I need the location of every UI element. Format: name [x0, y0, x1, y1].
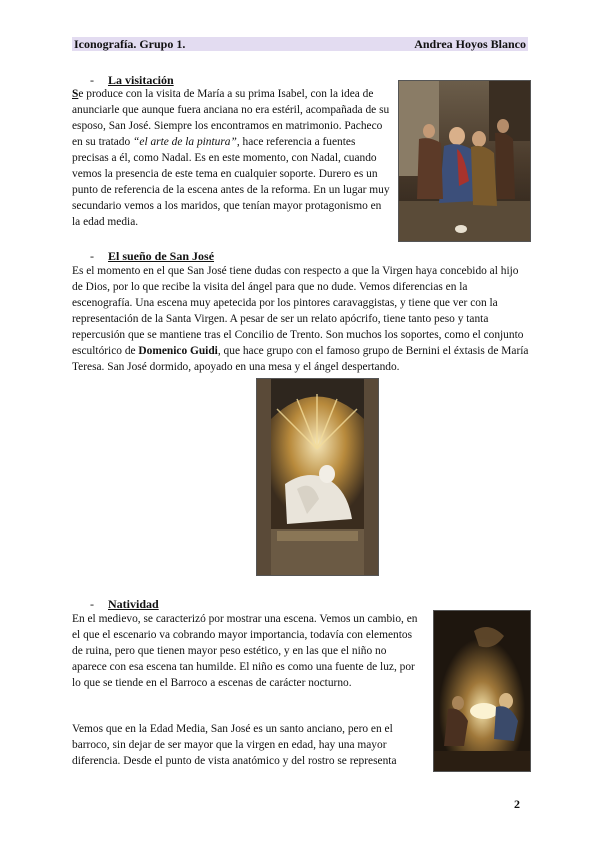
paragraph-natividad-2: Vemos que en la Edad Media, San José es un santo anciano, pero en el barroco, sin dejar de ser mayor que la virgen en edad, hay una mayor diferencia. Desde el punto de vista anatómico y del rostro se representa [72, 723, 397, 767]
nativity-painting-image [433, 610, 531, 772]
paragraph-visitacion [72, 86, 390, 230]
section-title-text: El sueño de San José [108, 249, 215, 263]
section-title-natividad [90, 597, 159, 611]
paragraph-text: e produce con la visita de María a su prima Isabel, con la idea de anunciarle que aunque fuera anciana no era estéril, acompañada de su esposo, San José. Siempre los encontramos en matrimonio. Pacheco en su tratado [72, 88, 390, 148]
bullet-dash: - [90, 249, 94, 263]
bullet-dash: - [90, 597, 94, 611]
section-title-visitacion [90, 73, 174, 87]
sculpture-dream-image [256, 378, 379, 576]
paragraph-text: Es el momento en el que San José tiene dudas con respecto a que la Virgen haya concebido al hijo de Dios, por lo que recibe la visita del ángel para que no dude. Vemos diferencias en la escenografía. Una escena muy apetecida por los pintores caravaggistas, y tiene que ver con la representación de la Santa Virgen. A pesar de ser un relato apócrifo, tiene tanto peso y tanta repercusión que se mantiene tras el Concilio de Trento. Son muchos los soportes, como el conjunto escultórico de [72, 265, 524, 357]
page-header [72, 37, 528, 51]
quoted-title: “el arte de la pintura” [133, 136, 237, 148]
visitation-painting-image [398, 80, 531, 242]
section-title-sueno [90, 249, 214, 263]
paragraph-natividad-1: En el medievo, se caracterizó por mostrar una escena. Vemos un cambio, en el que el escenario va cobrando mayor importancia, todavía con elementos de ruina, pero que tienen mayor peso estético, y en las que el niño no aparece con esa escena tan humilde. El niño es como una fuente de luz, por lo que se tiende en el Barroco a escenas de carácter nocturno. [72, 613, 418, 689]
drop-letter: S [72, 88, 79, 100]
section-title-text: La visitación [108, 73, 174, 87]
paragraph-text: , que hace grupo con el famoso grupo de Bernini el éxtasis de María Teresa. San José dormido, apoyado en una mesa y el ángel despertando. [72, 345, 529, 373]
header-author: Andrea Hoyos Blanco [414, 37, 526, 51]
page-number: 2 [514, 797, 520, 811]
paragraph-text: , hace referencia a fuentes precisas a él, como Nadal. Es en este momento, con Nadal, cuando vemos la presencia de este tema en cualquier soporte. Durero es un punto de referencia de la escena antes de la reforma. En un lugar muy secundario vemos a los maridos, que tenían mayor protagonismo en la edad media. [72, 136, 390, 228]
paragraph-sueno [72, 263, 530, 375]
artist-name: Domenico Guidi [138, 345, 218, 357]
header-course-title: Iconografía. Grupo 1. [74, 37, 186, 51]
bullet-dash: - [90, 73, 94, 87]
section-title-text: Natividad [108, 597, 159, 611]
